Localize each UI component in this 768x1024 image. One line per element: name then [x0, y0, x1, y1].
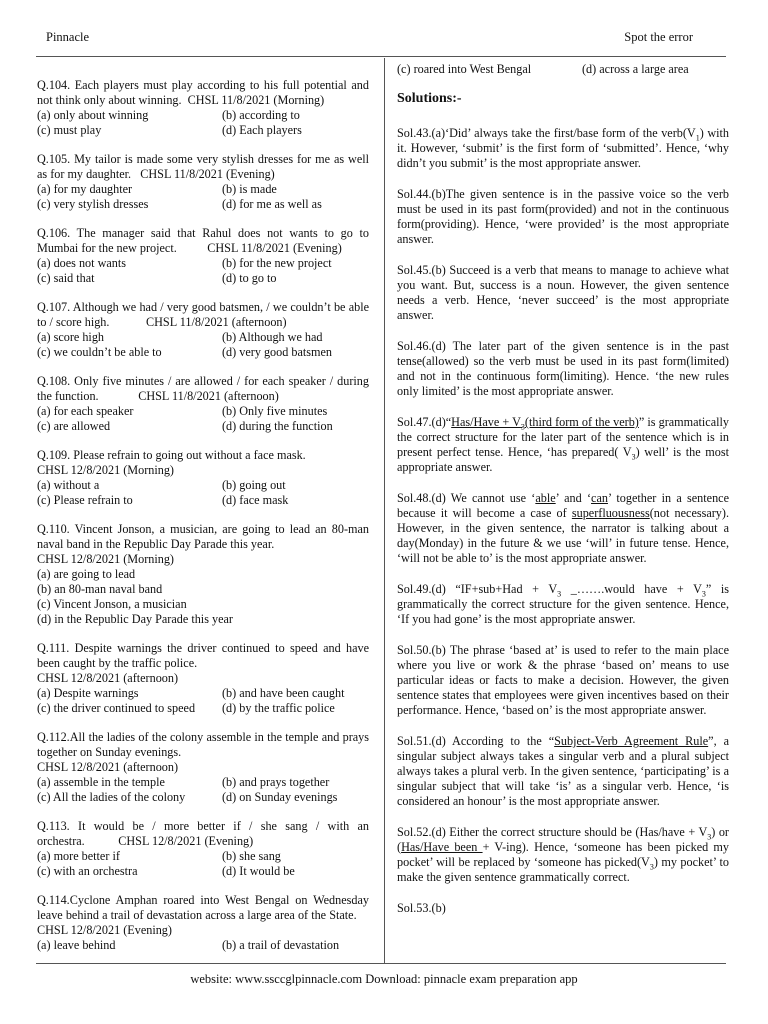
- option-a: (a) for my daughter: [37, 182, 133, 196]
- page-header: [46, 30, 693, 45]
- option-b: (b) according to: [222, 108, 300, 122]
- option-b: (b) and have been caught: [222, 686, 345, 700]
- question-text: Q.106. The manager said that Rahul does not wants to go to Mumbai for the new project.: [37, 226, 369, 255]
- option-c: (c) must play: [37, 123, 102, 137]
- option-b: (b) Although we had: [222, 330, 323, 344]
- option-d: (d) It would be: [222, 864, 295, 878]
- question-source: CHSL 12/8/2021 (Morning): [37, 552, 174, 566]
- option-b: (b) for the new project: [222, 256, 332, 270]
- option-c: (c) are allowed: [37, 419, 111, 433]
- question-text: Q.113. It would be / more better if / she sang / with an orchestra.: [37, 819, 369, 848]
- solution-50: Sol.50.(b) The phrase ‘based at’ is used to refer to the main place where you live or work & the phrase ‘based on’ means to use particular ideas or facts to make a decision. However, the given sentence states that employees were given incentives based on their performance. Hence, ‘based on’ is the most appropriate answer.: [397, 643, 729, 717]
- option-d: (d) by the traffic police: [222, 701, 335, 715]
- option-c: (c) with an orchestra: [37, 864, 138, 878]
- questions-column: [37, 78, 369, 967]
- option-b: (b) Only five minutes: [222, 404, 328, 418]
- solution-44: Sol.44.(b)The given sentence is in the passive voice so the verb must be used in its past form(provided) and not in the continuous form(providing). Hence, ‘were provided’ is the most appropriate answer.: [397, 187, 729, 246]
- page-footer: website: www.ssccglpinnacle.com Download: pinnacle exam preparation app: [190, 972, 578, 986]
- option-d: (d) to go to: [222, 271, 277, 285]
- option-c: (c) said that: [37, 271, 95, 285]
- option-a: (a) without a: [37, 478, 100, 492]
- solution-45: Sol.45.(b) Succeed is a verb that means to manage to achieve what you want. But, success is a noun. However, the given sentence needs a verb. Hence, ‘never succeed’ is the most appropriate answer.: [397, 263, 729, 322]
- option-a: (a) assemble in the temple: [37, 775, 165, 789]
- question-source: CHSL 11/8/2021 (Morning): [187, 93, 325, 107]
- option-d: (d) Each players: [222, 123, 302, 137]
- question-text: Q.114.Cyclone Amphan roared into West Bengal on Wednesday leave behind a trail of devastation across a large area of the State.: [37, 893, 369, 922]
- question-source: CHSL 12/8/2021 (afternoon): [37, 760, 179, 774]
- option-c: (c) Vincent Jonson, a musician: [37, 597, 187, 611]
- question-114-continued-options: [397, 62, 729, 77]
- solution-47: Sol.47.(d)“Has/Have + $V_3(third$ form of the verb)” is grammatically the correct structure for the later part of the sentence which is in present perfect tense. Hence, ‘has prepared( $V_3$) well’ is the most appropriate answer.: [397, 415, 729, 474]
- question-source: CHSL 11/8/2021 (afternoon): [146, 315, 287, 329]
- solution-53: Sol.53.(b): [397, 901, 446, 915]
- question-source: CHSL 11/8/2021 (Evening): [207, 241, 342, 255]
- question-source: CHSL 12/8/2021 (afternoon): [37, 671, 179, 685]
- option-b: (b) going out: [222, 478, 286, 492]
- option-d: (d) very good batsmen: [222, 345, 332, 359]
- option-b: (b) and prays together: [222, 775, 330, 789]
- option-d: (d) across a large area: [582, 62, 689, 76]
- question-source: CHSL 12/8/2021 (Evening): [37, 923, 172, 937]
- question-text: Q.104. Each players must play according to his full potential and not think only about winning.: [37, 78, 369, 107]
- solution-48: Sol.48.(d) We cannot use ‘able’ and ‘can’ together in a sentence because it will become a case of superfluousness(not necessary). However, in the given sentence, the narrator is talking about a day(Monday) in the future & we use ‘will’ in future tense. Hence, ‘will not be able to’ is the most appropriate answer.: [397, 491, 730, 565]
- question-112: [37, 730, 369, 805]
- solution-46: Sol.46.(d) The later part of the given sentence is in the past tense(allowed) so the verb must be used in its past form(limited) and not in the continuous form(limiting). Hence. ‘the new rules only limited’ is the most appropriate answer.: [397, 339, 729, 398]
- question-105: [37, 152, 369, 212]
- question-source: CHSL 12/8/2021 (Morning): [37, 463, 174, 477]
- option-a: (a) only about winning: [37, 108, 149, 122]
- header-topic: Spot the error: [624, 30, 693, 44]
- header-divider: [36, 56, 726, 57]
- solution-52: Sol.52.(d) Either the correct structure should be (Has/have + $V_3$) or (Has/Have been + V-ing). Hence, ‘someone has been picked my pocket’ will be replaced by ‘someone has $picked(V_3)$ my pocket’ to make the given sentence grammatically correct.: [397, 825, 730, 884]
- question-111: [37, 641, 369, 716]
- option-d: (d) face mask: [222, 493, 289, 507]
- option-b: (b) an 80-man naval band: [37, 582, 163, 596]
- question-text: Q.108. Only five minutes / are allowed / for each speaker / during the function.: [37, 374, 369, 403]
- question-source: CHSL 11/8/2021 (Evening): [140, 167, 275, 181]
- option-d: (d) on Sunday evenings: [222, 790, 338, 804]
- question-108: [37, 374, 369, 434]
- option-a: (a) more better if: [37, 849, 120, 863]
- question-104: [37, 78, 369, 138]
- question-110: [37, 522, 369, 627]
- question-114: [37, 893, 369, 953]
- question-text: Q.105. My tailor is made some very stylish dresses for me as well as for my daughter.: [37, 152, 369, 181]
- question-text: Q.107. Although we had / very good batsmen, / we couldn’t be able to / score high.: [37, 300, 369, 329]
- option-d: (d) for me as well as: [222, 197, 322, 211]
- option-a: (a) does not wants: [37, 256, 127, 270]
- option-a: (a) leave behind: [37, 938, 116, 952]
- option-c: (c) roared into West Bengal: [397, 62, 532, 76]
- solution-51: Sol.51.(d) According to the “Subject-Verb Agreement Rule”, a singular subject always takes a singular verb and a plural subject always takes a plural verb. In the given sentence, ‘participating’ is a singular subject that will take ‘is’ as a singular verb. Hence, ‘is considered an honour’ is the most appropriate answer.: [397, 734, 729, 808]
- question-107: [37, 300, 369, 360]
- option-b: (b) a trail of devastation: [222, 938, 340, 952]
- footer-divider: [36, 963, 726, 964]
- option-b: (b) is made: [222, 182, 277, 196]
- option-d: (d) in the Republic Day Parade this year: [37, 612, 233, 626]
- option-a: (a) score high: [37, 330, 105, 344]
- question-source: CHSL 11/8/2021 (afternoon): [138, 389, 279, 403]
- question-113: [37, 819, 369, 879]
- option-a: (a) for each speaker: [37, 404, 134, 418]
- solution-43: Sol.43.(a)‘Did’ always take the first/base form of the $verb(V_1)$ with it. However, ‘submit’ is the first form of ‘submitted’. Hence, ‘why didn’t you submit’ is the most appropriate answer.: [397, 126, 729, 170]
- option-c: (c) we couldn’t be able to: [37, 345, 162, 359]
- question-109: [37, 448, 369, 508]
- option-a: (a) Despite warnings: [37, 686, 139, 700]
- solutions-column: [397, 62, 729, 932]
- question-source: CHSL 12/8/2021 (Evening): [118, 834, 254, 848]
- question-text: Q.111. Despite warnings the driver continued to speed and have been caught by the traffic police.: [37, 641, 369, 670]
- solutions-heading: Solutions:-: [397, 91, 462, 106]
- option-b: (b) she sang: [222, 849, 281, 863]
- question-text: Q.110. Vincent Jonson, a musician, are going to lead an 80-man naval band in the Republic Day Parade this year.: [37, 522, 369, 551]
- question-text: Q.112.All the ladies of the colony assemble in the temple and prays together on Sunday evenings.: [37, 730, 369, 759]
- option-c: (c) the driver continued to speed: [37, 701, 196, 715]
- column-divider: [384, 58, 385, 963]
- option-c: (c) Please refrain to: [37, 493, 133, 507]
- question-106: [37, 226, 369, 286]
- option-c: (c) All the ladies of the colony: [37, 790, 186, 804]
- question-text: Q.109. Please refrain to going out without a face mask.: [37, 448, 306, 462]
- header-brand: Pinnacle: [46, 30, 90, 44]
- option-d: (d) during the function: [222, 419, 333, 433]
- option-c: (c) very stylish dresses: [37, 197, 149, 211]
- option-a: (a) are going to lead: [37, 567, 136, 581]
- solution-49: Sol.49.(d) “$IF+sub+Had + V_3$ _…….would have + $V_3$” is grammatically the correct structure for the given sentence. Hence, ‘If you had gone’ is the most appropriate answer.: [397, 582, 729, 626]
